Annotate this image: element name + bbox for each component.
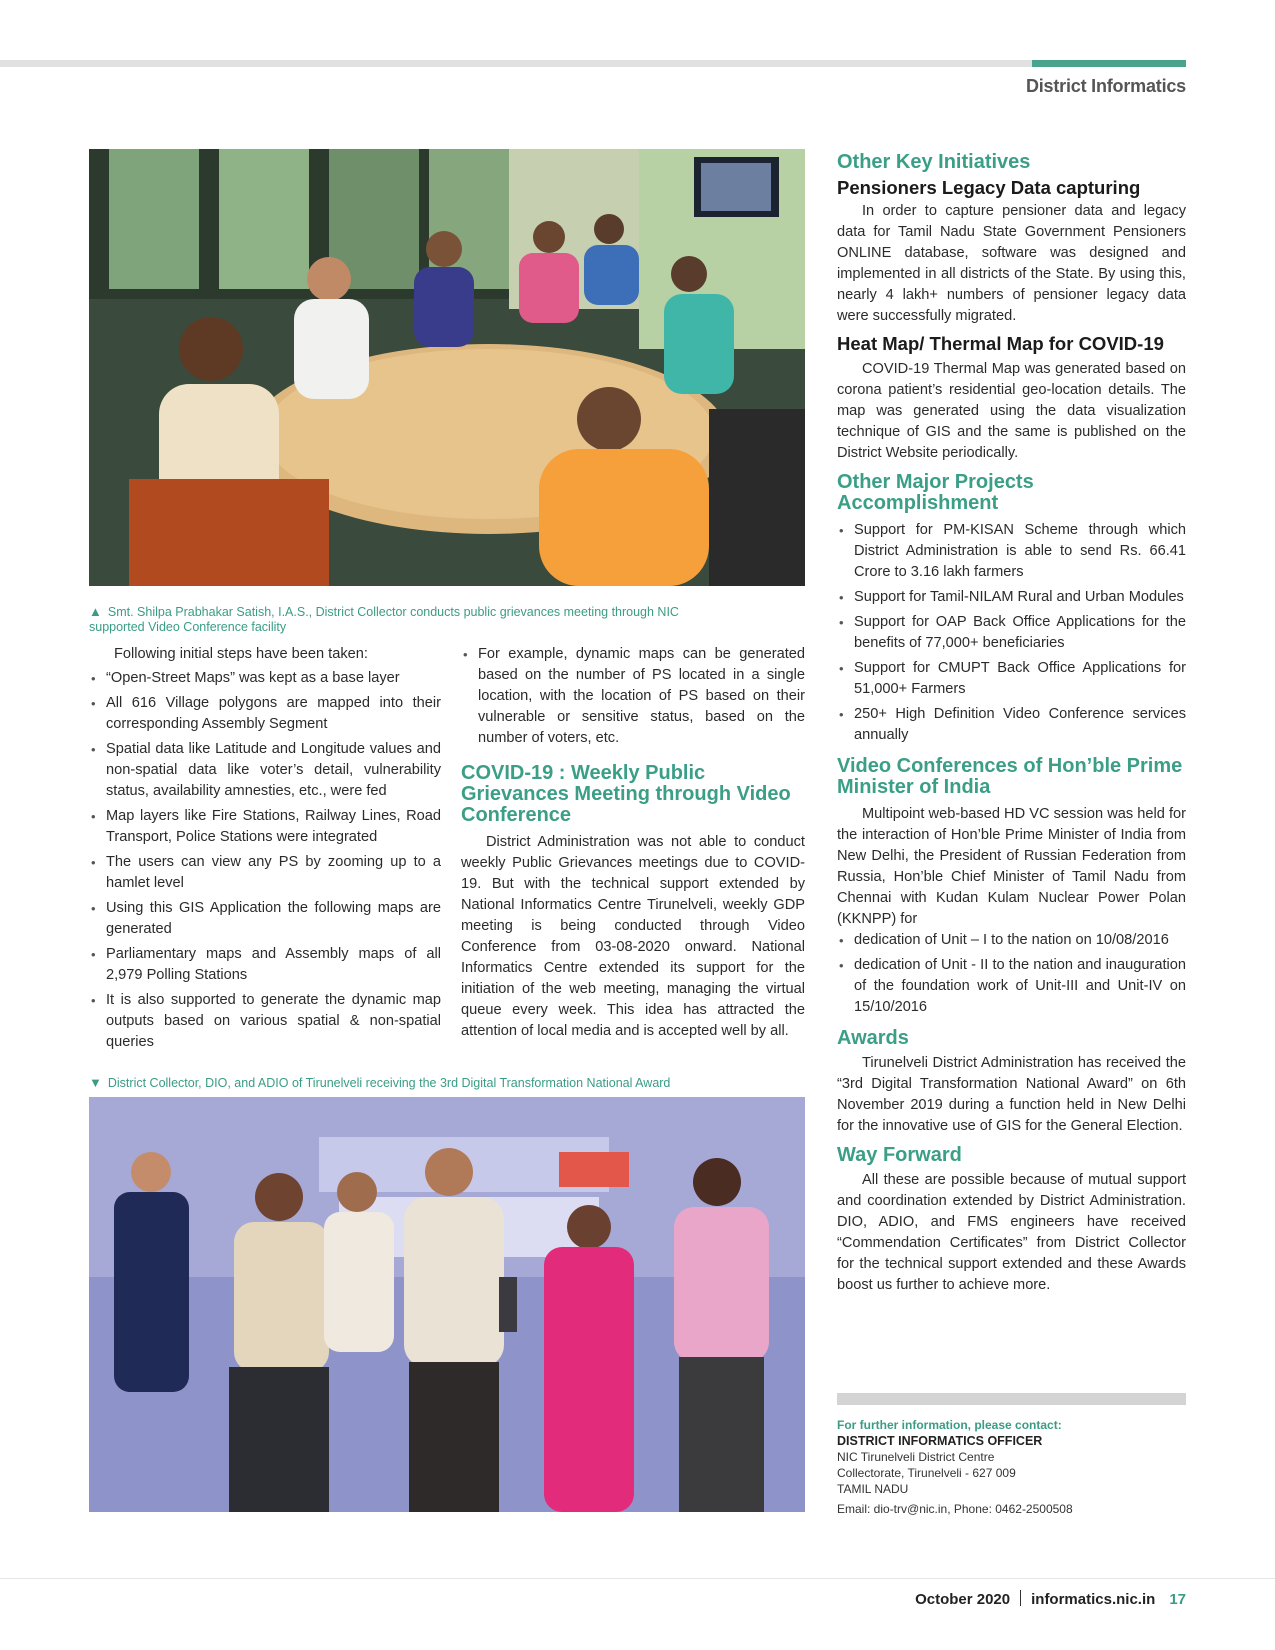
contact-heading: For further information, please contact: bbox=[837, 1418, 1062, 1432]
list-item: • Parliamentary maps and Assembly maps of all 2,979 Polling Stations bbox=[89, 944, 441, 986]
covid-grievances-body: District Administration was not able to conduct weekly Public Grievances meetings due to COVID-19. But with the technical support extended by National Informatics Centre Tirunelveli, weekly GDP meeting is being conducted through Video Conference from 03-08-2020 onward. National Informatics Centre extended its support for the initiation of the web meeting, managing the virtual queue every week. This idea has attracted the attention of local media and is accepted well by all. bbox=[461, 834, 805, 1039]
way-forward-heading: Way Forward bbox=[837, 1144, 962, 1166]
page-number: 17 bbox=[1169, 1591, 1186, 1608]
list-item: • Spatial data like Latitude and Longitude values and non-spatial data like voter’s detail, vulnerability status, availability amnesties, etc., were fed bbox=[89, 739, 441, 802]
list-item: • dedication of Unit – I to the nation on 10/08/2016 bbox=[837, 930, 1186, 951]
footer bbox=[915, 1590, 1186, 1608]
way-forward-body: All these are possible because of mutual support and coordination extended by District Administration. DIO, ADIO, and FMS engineers have received “Commendation Certificates” from District Collector for the technical support extended and these Awards boost us further to achieve more. bbox=[837, 1172, 1186, 1293]
contact-line: Collectorate, Tirunelveli - 627 009 bbox=[837, 1466, 1016, 1480]
list-item: • All 616 Village polygons are mapped into their corresponding Assembly Segment bbox=[89, 693, 441, 735]
map-example-list bbox=[461, 644, 805, 749]
pensioners-heading: Pensioners Legacy Data capturing bbox=[837, 177, 1141, 198]
contact-line: NIC Tirunelveli District Centre bbox=[837, 1450, 995, 1464]
list-item: • Support for OAP Back Office Applications for the benefits of 77,000+ beneficiaries bbox=[837, 612, 1186, 654]
contact-email-phone: Email: dio-trv@nic.in, Phone: 0462-2500508 bbox=[837, 1502, 1073, 1516]
list-item: • Map layers like Fire Stations, Railway Lines, Road Transport, Police Stations were integrated bbox=[89, 806, 441, 848]
triangle-down-icon: ▼ bbox=[89, 1075, 102, 1090]
list-item: • Using this GIS Application the following maps are generated bbox=[89, 898, 441, 940]
vc-body: Multipoint web-based HD VC session was held for the interaction of Hon’ble Prime Minister of India from New Delhi, the President of Russian Federation from Russia, Hon’ble Chief Minister of Tamil Nadu from Chennai with Kudan Kulam Nuclear Power Polan (KKNPP) for bbox=[837, 806, 1186, 927]
awards-heading: Awards bbox=[837, 1027, 909, 1049]
contact-block bbox=[837, 1417, 1186, 1517]
column-middle bbox=[461, 644, 805, 1042]
contact-line: TAMIL NADU bbox=[837, 1482, 909, 1496]
award-photo bbox=[89, 1097, 805, 1512]
column-left bbox=[89, 644, 441, 1057]
footer-site[interactable]: informatics.nic.in bbox=[1031, 1591, 1156, 1608]
list-item: • Support for Tamil-NILAM Rural and Urban Modules bbox=[837, 587, 1186, 608]
photo-caption-top: ▲ Smt. Shilpa Prabhakar Satish, I.A.S., District Collector conducts public grievances meeting through NIC supported Video Conference facility bbox=[89, 604, 679, 634]
list-item: • “Open-Street Maps” was kept as a base layer bbox=[89, 668, 441, 689]
column-right bbox=[837, 152, 1186, 1296]
footer-rule bbox=[0, 1578, 1275, 1579]
covid-grievances-heading: COVID-19 : Weekly Public Grievances Meeting through Video Conference bbox=[461, 762, 791, 826]
list-item: • Support for PM-KISAN Scheme through which District Administration is able to send Rs. 66.41 Crore to 3.16 lakh farmers bbox=[837, 520, 1186, 583]
list-item: • 250+ High Definition Video Conference services annually bbox=[837, 704, 1186, 746]
contact-title: DISTRICT INFORMATICS OFFICER bbox=[837, 1434, 1043, 1448]
triangle-up-icon: ▲ bbox=[89, 604, 102, 619]
list-item: • Support for CMUPT Back Office Applications for 51,000+ Farmers bbox=[837, 658, 1186, 700]
steps-intro: Following initial steps have been taken: bbox=[114, 646, 368, 662]
footer-separator bbox=[1020, 1590, 1021, 1606]
section-label: District Informatics bbox=[1025, 76, 1186, 96]
photo-caption-bottom: ▼ District Collector, DIO, and ADIO of Tirunelveli receiving the 3rd Digital Transformation National Award bbox=[89, 1075, 671, 1090]
contact-rule bbox=[837, 1393, 1186, 1405]
list-item: • For example, dynamic maps can be generated based on the number of PS located in a single location, with the location of PS based on their vulnerable or sensitive status, based on the number of voters, etc. bbox=[461, 644, 805, 749]
projects-heading: Other Major Projects Accomplishment bbox=[837, 471, 1034, 514]
header-rule-accent bbox=[1032, 60, 1186, 67]
vc-heading: Video Conferences of Hon’ble Prime Minister of India bbox=[837, 755, 1183, 798]
meeting-photo bbox=[89, 149, 805, 586]
projects-list bbox=[837, 520, 1186, 746]
initiatives-heading: Other Key Initiatives bbox=[837, 151, 1031, 173]
footer-date: October 2020 bbox=[915, 1591, 1011, 1608]
awards-body: Tirunelveli District Administration has received the “3rd Digital Transformation National Award” on 6th November 2019 during a function held in New Delhi for the innovative use of GIS for the General Election. bbox=[837, 1055, 1186, 1134]
vc-list bbox=[837, 930, 1186, 1018]
heatmap-heading: Heat Map/ Thermal Map for COVID-19 bbox=[837, 333, 1164, 354]
header-rule bbox=[0, 60, 1032, 67]
heatmap-body: COVID-19 Thermal Map was generated based on corona patient’s residential geo-location details. The map was generated using the data visualization technique of GIS and the same is published on the District Website periodically. bbox=[837, 361, 1186, 461]
list-item: • dedication of Unit - II to the nation and inauguration of the foundation work of Unit-III and Unit-IV on 15/10/2016 bbox=[837, 955, 1186, 1018]
steps-list bbox=[89, 668, 441, 1053]
list-item: • It is also supported to generate the dynamic map outputs based on various spatial & non-spatial queries bbox=[89, 990, 441, 1053]
list-item: • The users can view any PS by zooming up to a hamlet level bbox=[89, 852, 441, 894]
pensioners-body: In order to capture pensioner data and legacy data for Tamil Nadu State Government Pensioners ONLINE database, software was designed and implemented in all districts of the State. By using this, nearly 4 lakh+ numbers of pensioner legacy data were successfully migrated. bbox=[837, 203, 1186, 324]
